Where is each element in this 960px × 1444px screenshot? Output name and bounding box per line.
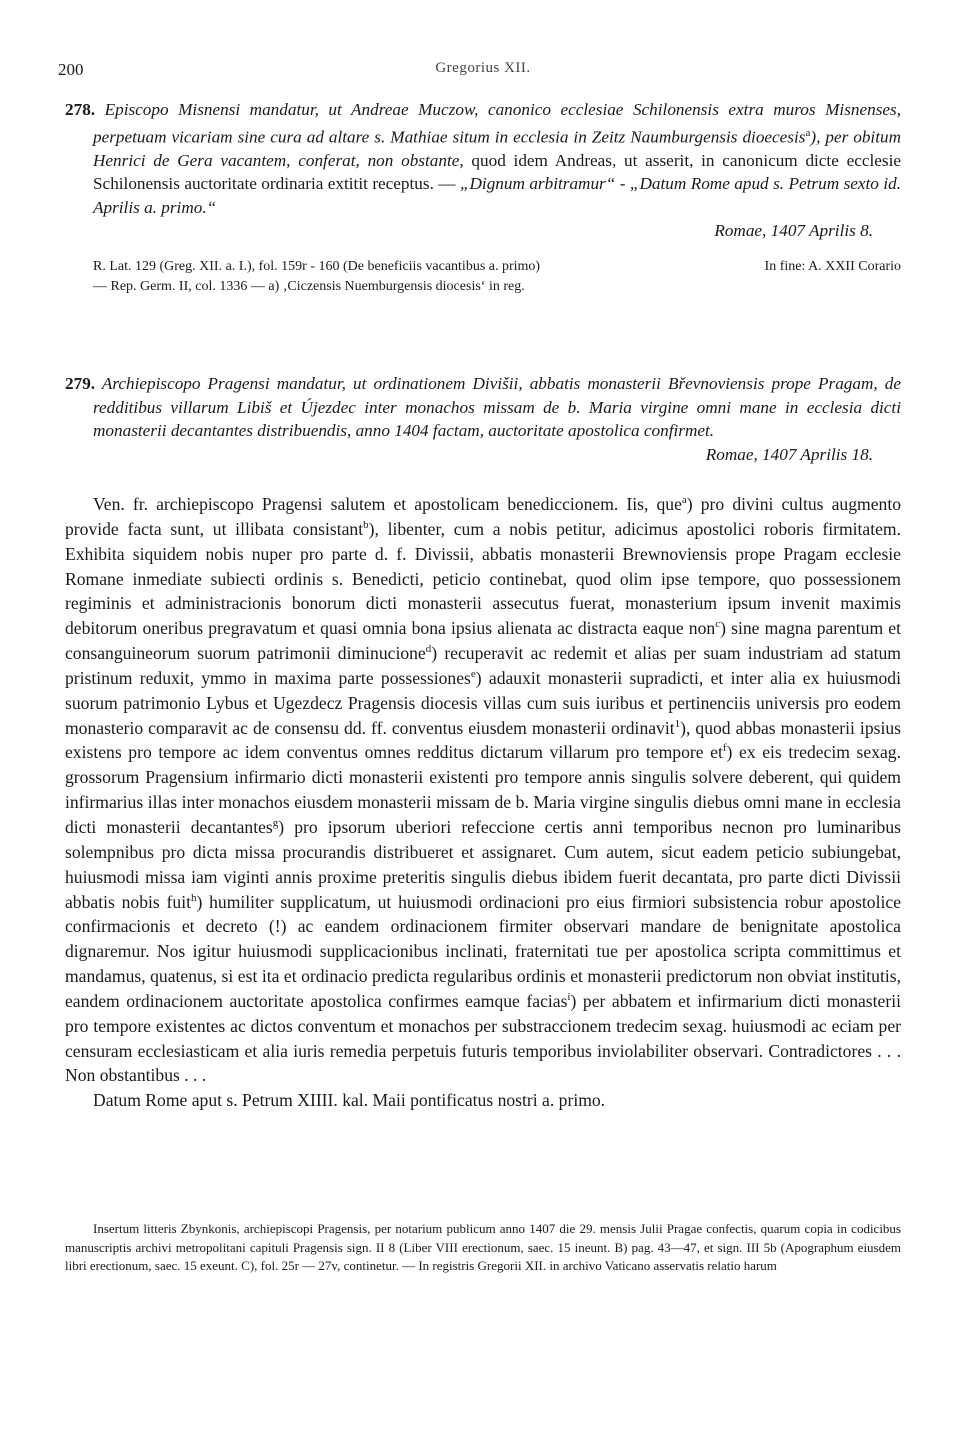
note-marker: g bbox=[272, 817, 279, 830]
entry-279-dateline: Romae, 1407 Aprilis 18. bbox=[705, 444, 873, 464]
body-text: ) pro divini cultus augmento provide facta sunt, ut illibata consistant bbox=[65, 494, 902, 539]
note-marker: d bbox=[425, 643, 432, 656]
note-marker: 1 bbox=[674, 717, 681, 730]
note-marker: f bbox=[722, 742, 727, 755]
body-text: ), libenter, cum a nobis petitur, adicimus apostolici roboris firmitatem. Exhibita siquidem nobis nuper pro parte d. f. Divissii, abbatis monasterii Brewnoviensis prope Pragam ecclesie Romane inmediate subiecti ordinis s. Benedicti, peticio continebat, quod olim ipse tempore, quo possessionem regiminis et administracionis bonorum dicti monasterii assecutus fuerat, monasterium ipsum invenit maximis debitorum oneribus pregravatum et quasi omnia bona ipsius alienata ac distracta eaque non bbox=[65, 518, 902, 639]
body-text: ) recuperavit ac redemit et alias per suam industriam ad statum pristinum reduxit, ymmo in maxima parte possessiones bbox=[65, 643, 901, 688]
note-marker: e bbox=[470, 668, 476, 681]
source-line-1-right: In fine: A. XXII Corario bbox=[764, 259, 901, 275]
footnote bbox=[65, 1220, 901, 1276]
running-header bbox=[58, 60, 908, 80]
running-title: Gregorius XII. bbox=[435, 60, 531, 76]
regest-text-c: „Dignum arbitramur“ - „Datum Rome apud s. Petrum sexto id. Aprilis a. primo.“ bbox=[93, 174, 901, 217]
body-text: ) pro ipsorum uberiori refeccione certis anni temporibus necnon pro luminaribus solempnibus pro dicta missa procurandis distribueret et assignaret. Cum autem, sicut eadem peticio subiungebat, huiusmodi missa iam viginti annis proxime preteritis singulis diebus ibidem fuerit decantata, pro parte dicti Divissii abbatis nobis fuit bbox=[65, 816, 901, 912]
regest-text-a: Episcopo Misnensi mandatur, ut Andreae Muczow, canonico ecclesiae Schilonensis extra muros Misnenses, perpetuam vicariam sine cura ad altare s. Mathiae situm in ecclesia in Zeitz Naumburgensis dioecesis bbox=[93, 100, 902, 147]
note-marker: a bbox=[681, 494, 687, 507]
body-text: ) ex eis tredecim sexag. grossorum Pragensium infirmario dicti monasterii existenti pro tempore annis singulis solvere deberent, qui quidem infirmarius illas inter monachos eiusdem monasterii missam de b. Maria virgine singulis diebus omni mane in ecclesia dicti monasterii decantantes bbox=[65, 742, 902, 837]
letter-paragraph bbox=[65, 492, 901, 1088]
note-marker: b bbox=[363, 518, 369, 531]
body-text: ) adauxit monasterii supradicti, et inter alia ex huiusmodi suorum patrimonio Lybus et Ugezdecz Pragensis diocesis villas cum suis iuribus et pertinenciis universis pro eodem monasterio comparavit ac de consensu dd. ff. conventus eiusdem monasterii ordinavit bbox=[65, 667, 901, 738]
footnote-marker: a bbox=[805, 126, 811, 139]
entry-number: 279. bbox=[65, 374, 96, 393]
regest-roman-text: quod idem Andreas, ut asserit, in canonicum dicte ecclesie Schilonensis auctoritate ordinaria extitit receptus. — bbox=[93, 150, 901, 194]
source-line-1: R. Lat. 129 (Greg. XII. a. I.), fol. 159r - 160 (De beneficiis vacantibus a. primo) bbox=[93, 259, 541, 275]
entry-279-regest bbox=[65, 372, 901, 443]
body-text: ), quod abbas monasterii ipsius existens pro tempore ac idem conventus omnes redditus dictarum villarum pro tempore et bbox=[65, 717, 901, 763]
entry-279 bbox=[65, 372, 901, 467]
note-marker: c bbox=[715, 618, 721, 631]
body-text: ) sine magna parentum et consanguineorum suorum patrimonii diminucione bbox=[65, 618, 901, 664]
note-marker: h bbox=[190, 891, 197, 904]
body-text: ) per abbatem et infirmarium dicti monasterii pro tempore existentes ac dictos conventum et monachos per substraccionem tredecim sexag. huiusmodi ac eciam per censuram ecclesiasticam et alia iuris remedia perpetuis futuris temporibus inviolabiliter observari. Contradictores . . . Non obstantibus . . . bbox=[65, 990, 901, 1086]
regest-text: Archiepiscopo Pragensi mandatur, ut ordinationem Divišii, abbatis monasterii Břevnoviensis prope Pragam, de redditibus villarum Libiš et Újezdec inter monachos missam de b. Maria virgine omni mane in ecclesia dicti monasterii decantantes distribuendis, anno 1404 factam, auctoritate apostolica confirmet. bbox=[93, 374, 901, 440]
source-line-2: — Rep. Germ. II, col. 1336 — a) ‚Ciczensis Nuemburgensis diocesis‘ in reg. bbox=[93, 279, 525, 295]
body-text: ) humiliter supplicatum, ut huiusmodi ordinacioni pro eius firmiori subsistencia robur apostolice confirmacionis et decreto (!) ac eandem ordinacionem firmiter observari mandare de benignitate apostolica dignaremur. Nos igitur huiusmodi supplicacionibus inclinati, fraternitati tue per apostolica scripta committimus et mandamus, quatenus, si est ita et ordinacio predicta regularibus ordinis et monasterii predictorum non obviat institutis, eandem ordinacionem auctoritate apostolica confirmes eamque facias bbox=[65, 891, 901, 1011]
entry-278 bbox=[65, 98, 901, 297]
footnote-text: Insertum litteris Zbynkonis, archiepiscopi Pragensis, per notarium publicum anno 1407 die 29. mensis Julii Pragae confectis, quarum copia in codicibus manuscriptis archivi metropolitani capituli Pragensis sign. II 8 (Liber VIII erectionum, saec. 15 ineunt. B) pag. 43—47, et sign. III 5b (Apographum eiusdem libri erectionum, saec. 15 exeunt. C), fol. 25r — 27v, continetur. — In registris Gregorii XII. in archivo Vaticano asservatis relatio harum bbox=[65, 1221, 901, 1273]
page-number: 200 bbox=[58, 60, 84, 79]
letter-body bbox=[65, 492, 901, 1113]
regest-text-b: ), per obitum Henrici de Gera vacantem, conferat, non obstante, bbox=[93, 127, 901, 170]
note-marker: i bbox=[567, 991, 571, 1004]
body-text: Ven. fr. archiepiscopo Pragensi salutem et apostolicam benediccionem. Iis, que bbox=[93, 494, 682, 514]
entry-278-dateline: Romae, 1407 Aprilis 8. bbox=[714, 221, 873, 241]
entry-number: 278. bbox=[65, 100, 96, 119]
closing-date-line: Datum Rome aput s. Petrum XIIII. kal. Maii pontificatus nostri a. primo. bbox=[93, 1090, 606, 1111]
entry-278-regest bbox=[65, 98, 901, 219]
entry-278-sources bbox=[65, 257, 901, 297]
